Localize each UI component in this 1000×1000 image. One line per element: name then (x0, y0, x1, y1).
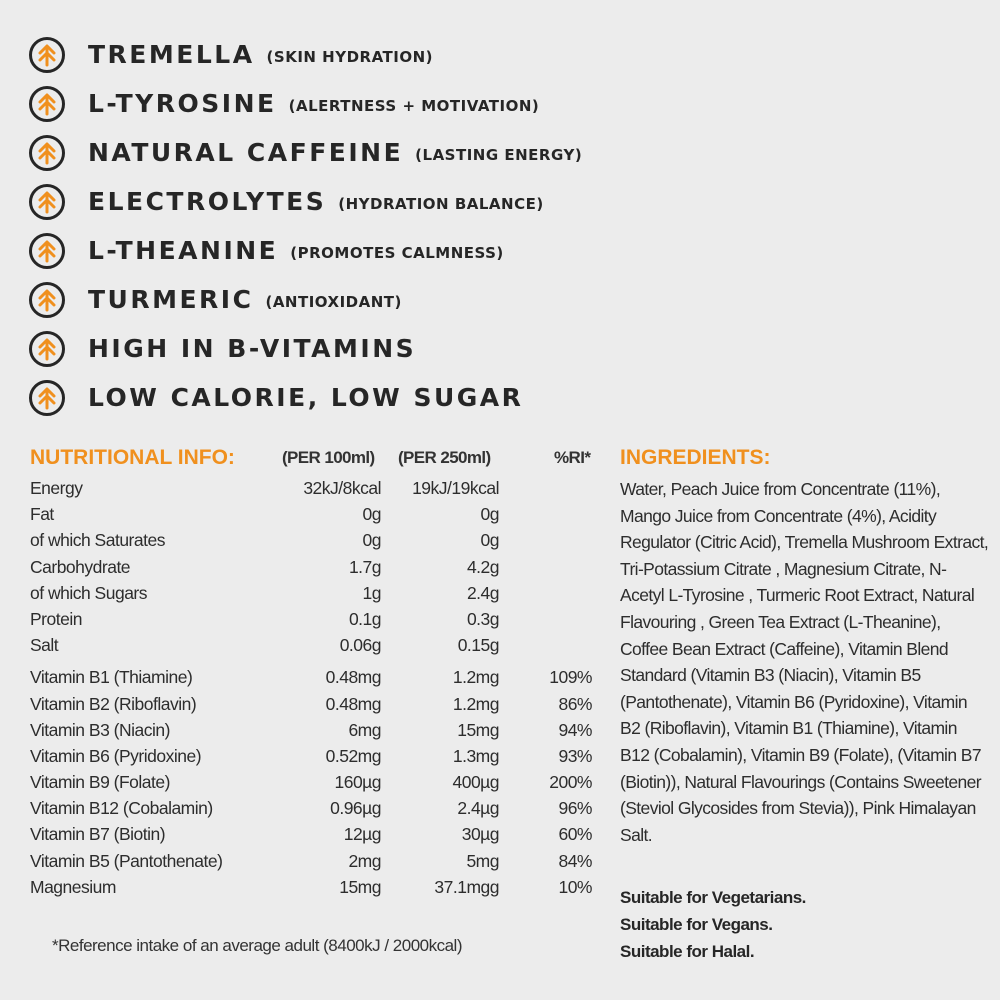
feature-subtitle: (ALERTNESS + MOTIVATION) (288, 96, 540, 115)
table-row (30, 478, 600, 504)
feature-subtitle: (ANTIOXIDANT) (265, 292, 402, 311)
ingredients-title: INGREDIENTS: (620, 446, 771, 469)
feature-item (28, 226, 582, 275)
nutrition-header (30, 446, 600, 478)
table-row (30, 720, 600, 746)
row-per-250ml: 1.2mg (452, 667, 499, 688)
col-ri: %RI* (554, 448, 591, 467)
row-ri: 109% (549, 667, 592, 688)
row-per-250ml: 37.1mgg (434, 876, 499, 897)
row-ri: 60% (558, 824, 592, 845)
ingredients-section (620, 446, 990, 848)
table-row (30, 635, 600, 661)
circle-arrow-up-icon (28, 85, 66, 123)
feature-list (28, 30, 582, 422)
row-per-100ml: 0.96µg (330, 798, 381, 819)
row-per-100ml: 12µg (343, 824, 381, 845)
feature-subtitle: (LASTING ENERGY) (415, 145, 583, 164)
row-per-100ml: 0.06g (339, 635, 381, 656)
feature-subtitle: (HYDRATION BALANCE) (338, 194, 544, 213)
row-label: Vitamin B1 (Thiamine) (30, 667, 193, 688)
row-label: Vitamin B3 (Niacin) (30, 719, 170, 740)
row-per-250ml: 15mg (457, 719, 499, 740)
row-per-100ml: 15mg (339, 876, 381, 897)
nutrition-table (30, 446, 600, 903)
feature-item (28, 275, 582, 324)
row-per-250ml: 0.3g (466, 608, 499, 629)
suitability-list (620, 884, 806, 965)
row-per-100ml: 32kJ/8kcal (303, 478, 381, 498)
feature-title: L-TYROSINE (88, 89, 277, 118)
suitable-halal: Suitable for Halal. (620, 942, 755, 961)
table-row (30, 824, 600, 850)
table-row (30, 851, 600, 877)
row-per-100ml: 160µg (334, 772, 381, 793)
table-row (30, 798, 600, 824)
circle-arrow-up-icon (28, 134, 66, 172)
row-per-100ml: 0g (362, 530, 381, 551)
row-per-100ml: 2mg (348, 850, 381, 871)
row-per-250ml: 400µg (452, 772, 499, 793)
row-per-250ml: 4.2g (466, 556, 499, 577)
row-per-250ml: 2.4g (466, 582, 499, 603)
row-per-100ml: 1g (362, 582, 381, 603)
feature-subtitle: (PROMOTES CALMNESS) (290, 243, 504, 262)
row-label: of which Saturates (30, 530, 165, 551)
row-ri: 200% (549, 772, 592, 793)
row-ri: 96% (558, 798, 592, 819)
circle-arrow-up-icon (28, 183, 66, 221)
feature-item (28, 324, 582, 373)
footnote: *Reference intake of an average adult (8400kJ / 2000kcal) (52, 936, 462, 955)
row-label: Vitamin B12 (Cobalamin) (30, 798, 213, 819)
circle-arrow-up-icon (28, 36, 66, 74)
row-ri: 86% (558, 693, 592, 714)
circle-arrow-up-icon (28, 379, 66, 417)
row-per-250ml: 2.4µg (457, 798, 499, 819)
row-per-100ml: 0.48mg (325, 693, 381, 714)
nutrition-rows (30, 478, 600, 661)
row-per-250ml: 0.15g (457, 635, 499, 656)
circle-arrow-up-icon (28, 330, 66, 368)
row-ri: 10% (558, 876, 592, 897)
row-label: Vitamin B7 (Biotin) (30, 824, 166, 845)
feature-title: L-THEANINE (88, 236, 279, 265)
circle-arrow-up-icon (28, 232, 66, 270)
row-label: Carbohydrate (30, 556, 131, 577)
table-row (30, 504, 600, 530)
table-row (30, 772, 600, 798)
table-row (30, 583, 600, 609)
row-label: Vitamin B5 (Pantothenate) (30, 850, 223, 871)
suitable-vegans: Suitable for Vegans. (620, 915, 773, 934)
row-ri: 84% (558, 850, 592, 871)
row-ri: 94% (558, 719, 592, 740)
row-per-250ml: 30µg (461, 824, 499, 845)
row-per-100ml: 6mg (348, 719, 381, 740)
row-per-100ml: 0.1g (348, 608, 381, 629)
row-per-100ml: 0.48mg (325, 667, 381, 688)
table-row (30, 667, 600, 693)
table-row (30, 694, 600, 720)
row-per-250ml: 19kJ/19kcal (412, 478, 499, 498)
table-row (30, 609, 600, 635)
feature-title: HIGH IN B-VITAMINS (88, 334, 417, 363)
row-per-250ml: 5mg (466, 850, 499, 871)
feature-item (28, 30, 582, 79)
table-row (30, 746, 600, 772)
row-per-250ml: 1.2mg (452, 693, 499, 714)
feature-subtitle: (SKIN HYDRATION) (266, 47, 434, 66)
row-per-100ml: 1.7g (348, 556, 381, 577)
row-per-100ml: 0g (362, 504, 381, 525)
row-label: Magnesium (30, 876, 116, 897)
feature-title: ELECTROLYTES (88, 187, 327, 216)
feature-title: LOW CALORIE, LOW SUGAR (88, 383, 524, 412)
feature-item (28, 128, 582, 177)
feature-item (28, 373, 582, 422)
table-row (30, 530, 600, 556)
feature-title: NATURAL CAFFEINE (88, 138, 404, 167)
row-label: Vitamin B2 (Riboflavin) (30, 693, 197, 714)
row-ri: 93% (558, 745, 592, 766)
row-label: Vitamin B9 (Folate) (30, 772, 170, 793)
row-label: of which Sugars (30, 582, 148, 603)
row-label: Protein (30, 608, 82, 629)
row-label: Energy (30, 478, 83, 498)
col-per-100ml: (PER 100ml) (282, 448, 375, 467)
row-per-250ml: 1.3mg (452, 745, 499, 766)
col-per-250ml: (PER 250ml) (398, 448, 491, 467)
row-label: Salt (30, 635, 59, 656)
row-per-250ml: 0g (480, 504, 499, 525)
feature-title: TURMERIC (88, 285, 254, 314)
feature-title: TREMELLA (88, 40, 255, 69)
row-label: Vitamin B6 (Pyridoxine) (30, 745, 202, 766)
feature-item (28, 79, 582, 128)
suitable-vegetarians: Suitable for Vegetarians. (620, 888, 806, 907)
feature-item (28, 177, 582, 226)
table-row (30, 557, 600, 583)
ingredients-text: Water, Peach Juice from Concentrate (11%), Mango Juice from Concentrate (4%), Acidity Regulator (Citric Acid), Tremella Mushroom Extract, Tri-Potassium Citrate , Magnesium Citrate, N-Acetyl L-Tyrosine , Turmeric Root Extract, Natural Flavouring , Green Tea Extract (L-Theanine), Coffee Bean Extract (Caffeine), Vitamin Blend Standard (Vitamin B3 (Niacin), Vitamin B5 (Pantothenate), Vitamin B6 (Pyridoxine), Vitamin B2 (Riboflavin), Vitamin B1 (Thiamine), Vitamin B12 (Cobalamin), Vitamin B9 (Folate), (Vitamin B7 (Biotin)), Natural Flavourings (Contains Sweetener (Steviol Glycosides from Stevia)), Pink Himalayan Salt. (620, 479, 989, 845)
nutrition-title: NUTRITIONAL INFO: (30, 446, 235, 469)
vitamin-rows (30, 667, 600, 903)
table-row (30, 877, 600, 903)
row-per-100ml: 0.52mg (325, 745, 381, 766)
row-per-250ml: 0g (480, 530, 499, 551)
row-label: Fat (30, 504, 54, 525)
circle-arrow-up-icon (28, 281, 66, 319)
